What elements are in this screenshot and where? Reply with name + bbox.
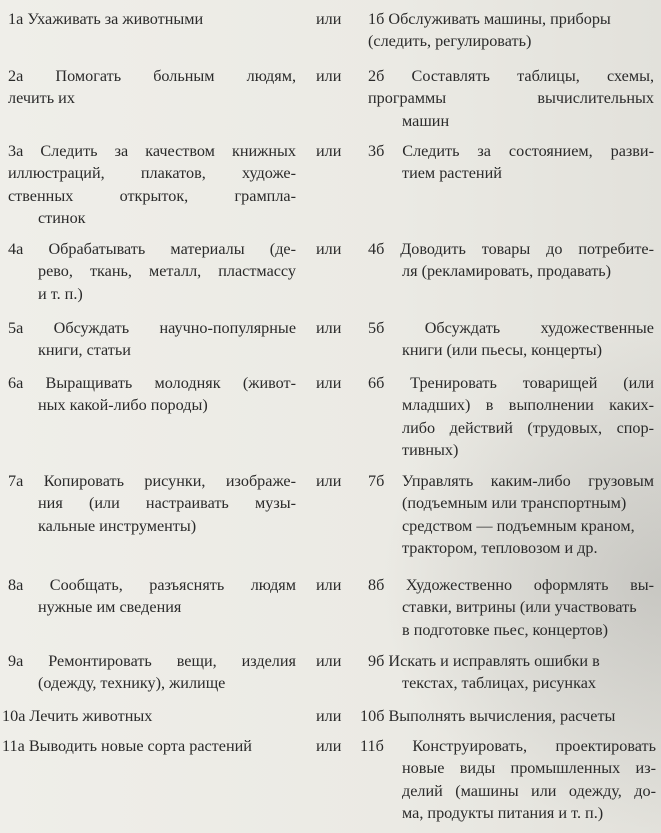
- option-8b-line-3: в подготовке пьес, концертов): [402, 620, 609, 639]
- option-8b-line-2: ставки, витрины (или участвовать: [402, 598, 637, 617]
- option-7a-line-2: ния (или настраивать музы-: [38, 494, 296, 513]
- option-9a: [8, 650, 296, 695]
- option-7a-line-3: кальные инструменты): [38, 516, 197, 535]
- option-1b-line-1: 1б Обслуживать машины, приборы: [368, 10, 611, 28]
- option-3a: [8, 140, 296, 230]
- option-6b-line-4: тивных): [402, 441, 459, 460]
- option-5a-line-2: книги, статьи: [38, 341, 131, 360]
- option-11b-line-3: делий (машины или одежду, до-: [402, 781, 656, 800]
- option-2a-line-1: 2а Помогать больным людям,: [8, 67, 296, 85]
- option-6a-line-1: 6а Выращивать молодняк (живот-: [8, 374, 296, 392]
- option-11b: [360, 735, 656, 825]
- option-11b-line-1: 11б Конструировать, проектировать: [360, 737, 656, 755]
- or-label-7: или: [316, 472, 342, 490]
- option-8b: [368, 574, 654, 641]
- option-2b: [368, 65, 654, 132]
- option-8a-line-1: 8а Сообщать, разъяснять людям: [8, 576, 296, 594]
- option-8b-line-1: 8б Художественно оформлять вы-: [368, 576, 654, 594]
- option-4b-line-1: 4б Доводить товары до потребите-: [368, 240, 654, 258]
- option-6a: [8, 372, 296, 417]
- option-5b-line-1: 5б Обсуждать художественные: [368, 319, 654, 337]
- option-6b-line-3: либо действий (трудовых, спор-: [402, 418, 654, 437]
- option-4b-line-2: ля (рекламировать, продавать): [402, 262, 612, 281]
- option-1b-line-2: (следить, регулировать): [368, 32, 532, 51]
- option-10a-line-1: 10а Лечить животных: [2, 707, 153, 725]
- option-6b: [368, 372, 654, 462]
- option-9a-line-2: (одежду, технику), жилище: [38, 674, 226, 693]
- option-2b-line-1: 2б Составлять таблицы, схемы,: [368, 67, 654, 85]
- option-4a-line-2: рево, ткань, металл, пластмассу: [38, 262, 296, 281]
- option-3a-line-1: 3а Следить за качеством книжных: [8, 142, 296, 160]
- option-10b: [360, 705, 646, 727]
- option-7b: [368, 470, 654, 560]
- option-4a: [8, 238, 296, 305]
- option-3a-line-2: иллюстраций, плакатов, художе-: [8, 164, 296, 183]
- option-9a-line-1: 9а Ремонтировать вещи, изделия: [8, 652, 296, 670]
- option-3b-line-2: тием растений: [402, 164, 502, 183]
- option-5b-line-2: книги (или пьесы, концерты): [402, 341, 603, 360]
- option-2b-line-3: машин: [402, 111, 450, 130]
- option-5a: [8, 317, 296, 362]
- or-label-4: или: [316, 240, 342, 258]
- option-8a-line-2: нужные им сведения: [38, 598, 182, 617]
- or-label-11: или: [316, 737, 342, 755]
- option-7b-line-4: трактором, тепловозом и др.: [402, 539, 598, 558]
- option-1b: [368, 8, 654, 53]
- or-label-2: или: [316, 67, 342, 85]
- or-label-8: или: [316, 576, 342, 594]
- option-7b-line-2: (подъемным или транспортным): [402, 494, 627, 513]
- option-9b: [368, 650, 654, 695]
- option-7a: [8, 470, 296, 537]
- option-11a-line-1: 11а Выводить новые сорта растений: [2, 737, 252, 755]
- or-label-6: или: [316, 374, 342, 392]
- option-9b-line-2: текстах, таблицах, рисунках: [402, 674, 596, 693]
- option-5b: [368, 317, 654, 362]
- option-11a: [2, 735, 302, 757]
- option-7a-line-1: 7а Копировать рисунки, изображе-: [8, 472, 296, 490]
- option-3b-line-1: 3б Следить за состоянием, разви-: [368, 142, 654, 160]
- option-7b-line-1: 7б Управлять каким-либо грузовым: [368, 472, 654, 490]
- option-3b: [368, 140, 654, 185]
- option-2a: [8, 65, 296, 110]
- option-8a: [8, 574, 296, 619]
- option-10b-line-1: 10б Выполнять вычисления, расчеты: [360, 707, 616, 725]
- option-7b-line-3: средством — подъемным краном,: [402, 516, 635, 535]
- or-label-9: или: [316, 652, 342, 670]
- option-9b-line-1: 9б Искать и исправлять ошибки в: [368, 652, 600, 670]
- or-label-10: или: [316, 707, 342, 725]
- option-1a: [8, 8, 296, 30]
- option-6b-line-2: младших) в выполнении каких-: [402, 396, 654, 415]
- option-6a-line-2: ных какой-либо породы): [38, 396, 208, 415]
- option-2a-line-2: лечить их: [8, 89, 75, 108]
- option-10a: [2, 705, 290, 727]
- option-5a-line-1: 5а Обсуждать научно-популярные: [8, 319, 296, 337]
- option-11b-line-2: новые виды промышленных из-: [402, 759, 656, 778]
- option-2b-line-2: программы вычислительных: [368, 89, 654, 108]
- option-3a-line-4: стинок: [38, 209, 86, 228]
- option-11b-line-4: ма, продукты питания и т. п.): [402, 804, 604, 823]
- or-label-1: или: [316, 10, 342, 28]
- option-4b: [368, 238, 654, 283]
- or-label-5: или: [316, 319, 342, 337]
- or-label-3: или: [316, 142, 342, 160]
- option-3a-line-3: ственных открыток, грампла-: [8, 186, 296, 205]
- option-4a-line-3: и т. п.): [38, 284, 83, 303]
- option-4a-line-1: 4а Обрабатывать материалы (де-: [8, 240, 296, 258]
- option-1a-line-1: 1а Ухаживать за животными: [8, 10, 204, 28]
- option-6b-line-1: 6б Тренировать товарищей (или: [368, 374, 654, 392]
